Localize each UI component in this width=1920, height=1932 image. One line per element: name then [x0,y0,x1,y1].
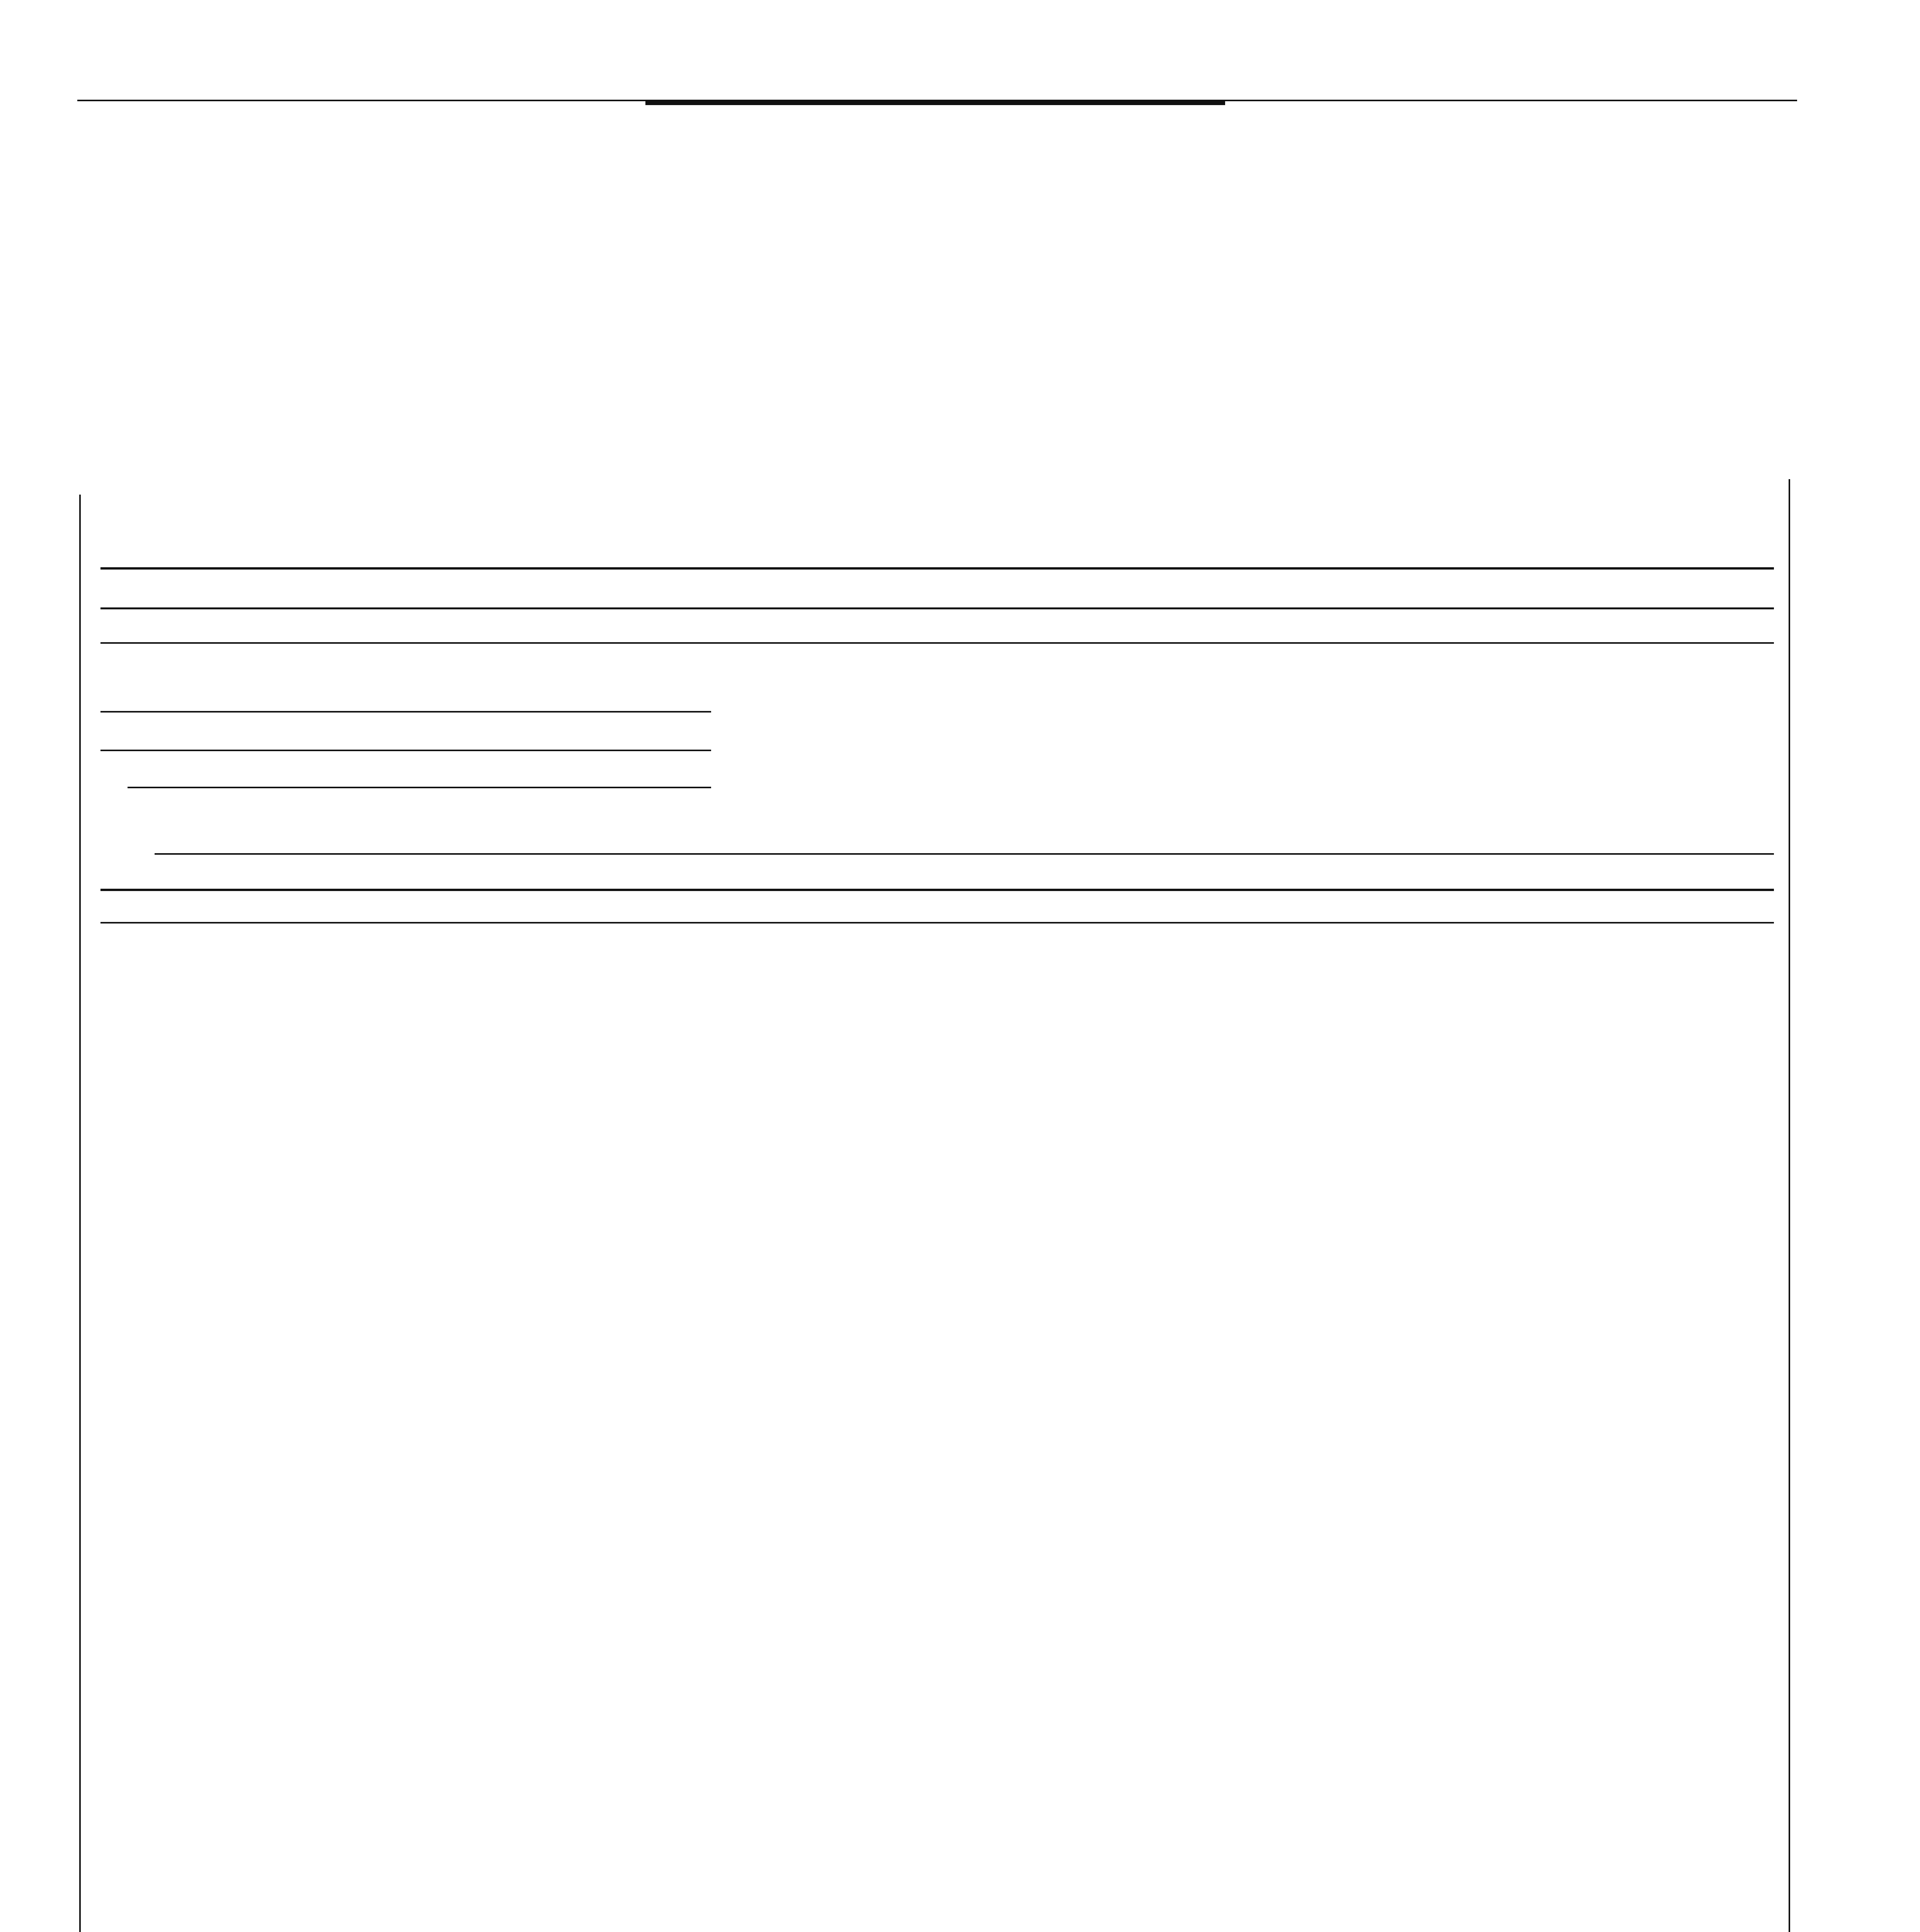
right-border [1789,479,1790,1932]
total-rule [100,889,1774,891]
row-underline [100,750,711,751]
header-rule-top [100,567,1774,570]
row-underline [128,787,711,788]
row-underline [155,853,1774,855]
section-rule [100,922,1774,923]
left-border [79,495,81,1932]
row-underline [100,711,711,713]
top-rule-thick [645,100,1225,105]
section-rule [100,642,1774,644]
header-rule-bottom [100,607,1774,609]
